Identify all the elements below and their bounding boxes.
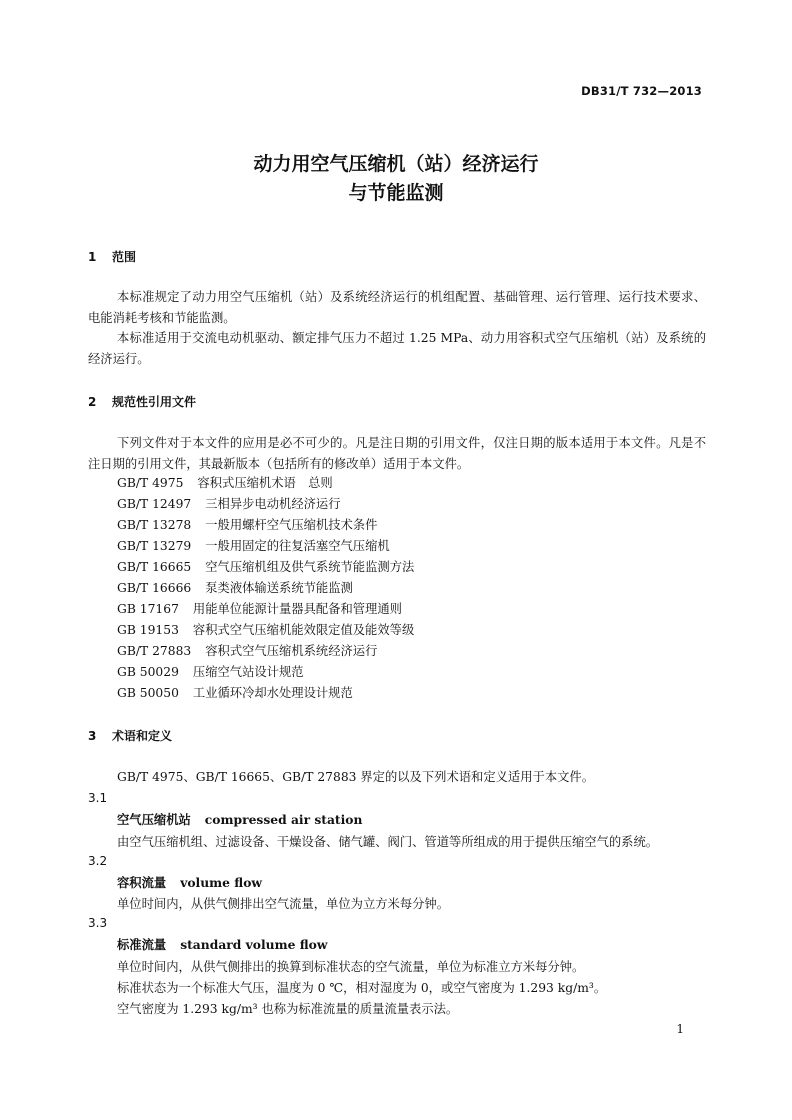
reference-title: 容积式空气压缩机系统经济运行 bbox=[205, 644, 378, 658]
page-number: 1 bbox=[676, 1022, 684, 1036]
term-name-zh: 容积流量 bbox=[117, 876, 167, 890]
term-definition: 单位时间内，从供气侧排出的换算到标准状态的空气流量，单位为标准立方米每分钟。 bbox=[117, 960, 585, 974]
section-number: 3 bbox=[88, 729, 97, 743]
term-name-zh: 空气压缩机站 bbox=[117, 813, 191, 827]
reference-code: GB 17167 bbox=[117, 602, 179, 616]
title-line-1: 动力用空气压缩机（站）经济运行 bbox=[253, 153, 539, 175]
reference-code: GB 50029 bbox=[117, 665, 179, 679]
reference-item bbox=[117, 515, 377, 533]
section-3-intro: GB/T 4975、GB/T 16665、GB/T 27883 界定的以及下列术语和定义适用于本文件。 bbox=[117, 770, 595, 784]
term-name-en: standard volume flow bbox=[180, 937, 328, 952]
reference-item bbox=[117, 683, 353, 701]
reference-code: GB/T 13278 bbox=[117, 518, 192, 532]
section-number: 2 bbox=[88, 395, 97, 409]
section-title: 范围 bbox=[112, 250, 137, 264]
reference-item bbox=[117, 494, 341, 512]
reference-title: 一般用螺杆空气压缩机技术条件 bbox=[205, 518, 378, 532]
reference-item bbox=[117, 557, 414, 575]
reference-title: 容积式压缩机术语 总则 bbox=[197, 476, 333, 490]
section-1-paragraph-1: 本标准规定了动力用空气压缩机（站）及系统经济运行的机组配置、基础管理、运行管理、运行技术要求、电能消耗考核和节能监测。 bbox=[88, 290, 706, 325]
reference-code: GB/T 13279 bbox=[117, 539, 192, 553]
term-definition: 由空气压缩机组、过滤设备、干燥设备、储气罐、阀门、管道等所组成的用于提供压缩空气的系统。 bbox=[117, 835, 659, 849]
reference-title: 用能单位能源计量器具配备和管理通则 bbox=[192, 602, 402, 616]
section-title: 规范性引用文件 bbox=[112, 395, 197, 409]
reference-title: 压缩空气站设计规范 bbox=[192, 665, 304, 679]
reference-item bbox=[117, 662, 304, 680]
term-name bbox=[117, 873, 262, 891]
term-number: 3.3 bbox=[88, 916, 108, 930]
term-note: 空气密度为 1.293 kg/m³ 也称为标准流量的质量流量表示法。 bbox=[117, 1002, 459, 1016]
reference-title: 泵类液体输送系统节能监测 bbox=[205, 581, 353, 595]
reference-code: GB 50050 bbox=[117, 686, 179, 700]
term-name bbox=[117, 935, 327, 953]
document-title bbox=[0, 150, 792, 208]
reference-code: GB/T 16666 bbox=[117, 581, 192, 595]
reference-item bbox=[117, 599, 402, 617]
section-number: 1 bbox=[88, 250, 97, 264]
reference-title: 三相异步电动机经济运行 bbox=[205, 497, 341, 511]
reference-item bbox=[117, 578, 353, 596]
reference-item bbox=[117, 473, 333, 491]
section-1-paragraph-2: 本标准适用于交流电动机驱动、额定排气压力不超过 1.25 MPa、动力用容积式空气压缩机（站）及系统的经济运行。 bbox=[88, 331, 706, 366]
standard-code: DB31/T 732—2013 bbox=[581, 84, 702, 98]
reference-code: GB/T 12497 bbox=[117, 497, 192, 511]
section-title: 术语和定义 bbox=[112, 729, 173, 743]
term-number: 3.2 bbox=[88, 854, 108, 868]
term-name-en: volume flow bbox=[180, 875, 263, 890]
term-number: 3.1 bbox=[88, 791, 108, 805]
term-name bbox=[117, 810, 362, 828]
reference-title: 容积式空气压缩机能效限定值及能效等级 bbox=[192, 623, 415, 637]
term-name-zh: 标准流量 bbox=[117, 938, 167, 952]
section-1-heading bbox=[88, 248, 136, 265]
title-line-2: 与节能监测 bbox=[348, 182, 444, 204]
reference-item bbox=[117, 641, 377, 659]
term-definition: 单位时间内，从供气侧排出空气流量，单位为立方米每分钟。 bbox=[117, 897, 450, 911]
reference-item bbox=[117, 620, 414, 638]
section-2-paragraph-1: 下列文件对于本文件的应用是必不可少的。凡是注日期的引用文件，仅注日期的版本适用于本文件。凡是不注日期的引用文件，其最新版本（包括所有的修改单）适用于本文件。 bbox=[88, 436, 706, 471]
term-name-en: compressed air station bbox=[204, 812, 363, 827]
reference-item bbox=[117, 536, 390, 554]
section-2-heading bbox=[88, 393, 196, 410]
reference-code: GB/T 4975 bbox=[117, 476, 184, 490]
reference-code: GB 19153 bbox=[117, 623, 179, 637]
section-3-heading bbox=[88, 727, 172, 744]
reference-title: 一般用固定的往复活塞空气压缩机 bbox=[205, 539, 390, 553]
reference-title: 工业循环冷却水处理设计规范 bbox=[192, 686, 353, 700]
term-note: 标准状态为一个标准大气压，温度为 0 ℃，相对湿度为 0，或空气密度为 1.293 kg/m³。 bbox=[117, 981, 607, 995]
reference-code: GB/T 16665 bbox=[117, 560, 192, 574]
reference-title: 空气压缩机组及供气系统节能监测方法 bbox=[205, 560, 415, 574]
reference-code: GB/T 27883 bbox=[117, 644, 192, 658]
